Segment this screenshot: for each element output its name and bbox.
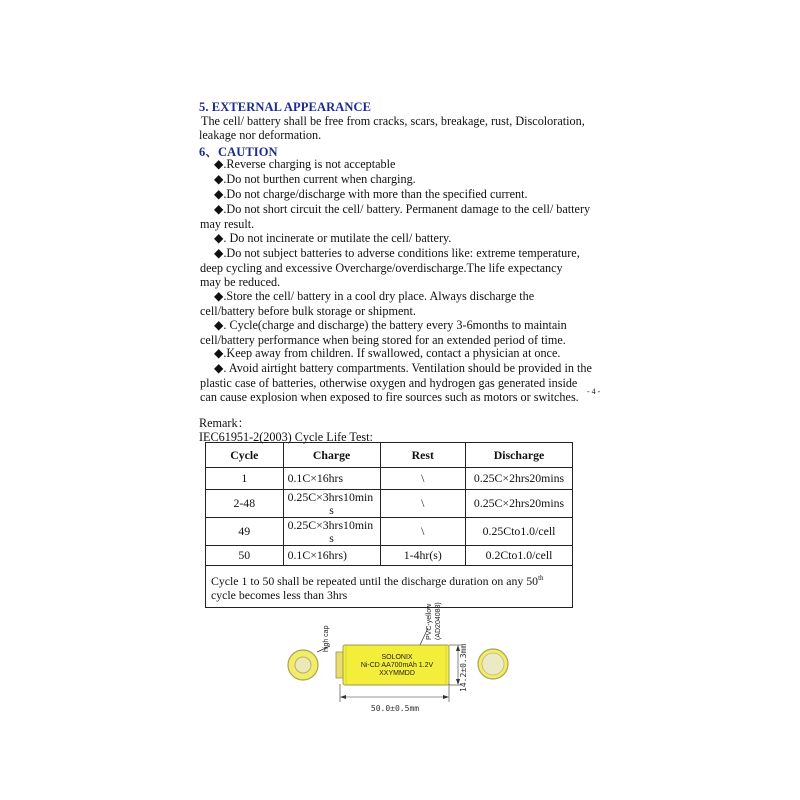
cell-charge: 0.1C×16hrs) [283, 546, 380, 566]
high-cap-label: high cap [323, 625, 330, 652]
cycle-test-title: IEC61951-2(2003) Cycle Life Test: [199, 430, 373, 444]
bullet-line: ◆.Do not charge/discharge with more than the specified current. [214, 187, 528, 201]
header-rest: Rest [380, 443, 466, 468]
model-text: Ni-CD AA700mAh 1.2V [360, 662, 434, 669]
date-code-text: XXYMMDD [379, 670, 415, 677]
brand-text: SOLONIX [381, 654, 413, 661]
bullet-line: cell/battery performance when being stored for an extended period of time. [200, 332, 566, 347]
cell-rest: \ [380, 490, 466, 518]
section6-heading: 6、CAUTION [199, 145, 278, 159]
section5-text-line1: The cell/ battery shall be free from cracks, scars, breakage, rust, Discoloration, [201, 114, 585, 128]
bullet-line: ◆.Keep away from children. If swallowed, contact a physician at once. [214, 346, 561, 360]
bullet-line: ◆. Do not incinerate or mutilate the cell/ battery. [214, 231, 452, 245]
bullet-line: ◆. Avoid airtight battery compartments. Ventilation should be provided in the [214, 361, 592, 375]
cell-cycle: 49 [206, 518, 284, 546]
bullet-line: ◆.Store the cell/ battery in a cool dry place. Always discharge the [214, 289, 535, 303]
pvc-label: PVC-yellow [426, 603, 433, 640]
page-number: - 4 - [587, 387, 601, 396]
cell-cycle: 1 [206, 468, 284, 490]
left-end-view [288, 650, 318, 680]
cell-charge: 0.1C×16hrs [283, 468, 380, 490]
charge-line: 0.25C×3hrs10min [287, 489, 374, 504]
bullet-line: deep cycling and excessive Overcharge/overdischarge.The life expectancy [200, 260, 563, 275]
remark-label: Remark： [199, 416, 250, 430]
charge-line: s [329, 502, 334, 517]
cell-rest: \ [380, 518, 466, 546]
header-charge: Charge [283, 443, 380, 468]
length-dim-text: 50.0±0.5mm [370, 704, 420, 713]
cell-cycle: 2-48 [206, 490, 284, 518]
bullet-line: ◆.Do not short circuit the cell/ battery. Permanent damage to the cell/ battery [214, 202, 591, 216]
bullet-line: ◆.Reverse charging is not acceptable [214, 157, 396, 171]
header-discharge: Discharge [466, 443, 573, 468]
diameter-dimension [449, 644, 468, 692]
bullet-line: cell/battery before bulk storage or shipment. [200, 303, 416, 318]
cell-cycle: 50 [206, 546, 284, 566]
header-cycle: Cycle [206, 443, 284, 468]
bullet-line: ◆.Do not subject batteries to adverse conditions like: extreme temperature, [214, 246, 580, 260]
cell-discharge: 0.25C×2hrs20mins [466, 468, 573, 490]
bullet-line: can cause explosion when exposed to fire sources such as motors or switches. [200, 390, 579, 404]
cell-discharge: 0.25Cto1.0/cell [466, 518, 573, 546]
charge-line: 0.25C×3hrs10min [287, 517, 374, 532]
cell-discharge: 0.2Cto1.0/cell [466, 546, 573, 566]
section5-text-line2: leakage nor deformation. [199, 128, 322, 142]
bullet-line: plastic case of batteries, otherwise oxygen and hydrogen gas generated inside [200, 375, 578, 390]
bullet-line: may be reduced. [200, 275, 281, 289]
note-text-line2: cycle becomes less than 3hrs [211, 587, 348, 602]
section5-heading: 5. EXTERNAL APPEARANCE [199, 100, 372, 114]
right-end-view [478, 649, 508, 679]
battery-body [336, 645, 449, 685]
cell-rest: \ [380, 468, 466, 490]
cell-rest: 1-4hr(s) [380, 546, 466, 566]
cell-discharge: 0.25C×2hrs20mins [466, 490, 573, 518]
note-superscript: th [538, 574, 544, 582]
bullet-line: ◆. Cycle(charge and discharge) the battery every 3-6months to maintain [214, 318, 567, 332]
pvc-code: (AD204083) [435, 602, 442, 640]
note-text: Cycle 1 to 50 shall be repeated until the discharge duration on any 50 [211, 573, 539, 588]
bullet-line: may result. [200, 216, 255, 231]
charge-line: s [329, 530, 334, 545]
bullet-line: ◆.Do not burthen current when charging. [214, 172, 416, 186]
length-dimension [340, 684, 449, 713]
diameter-dim-text: 14.2±0.3mm [459, 643, 468, 692]
